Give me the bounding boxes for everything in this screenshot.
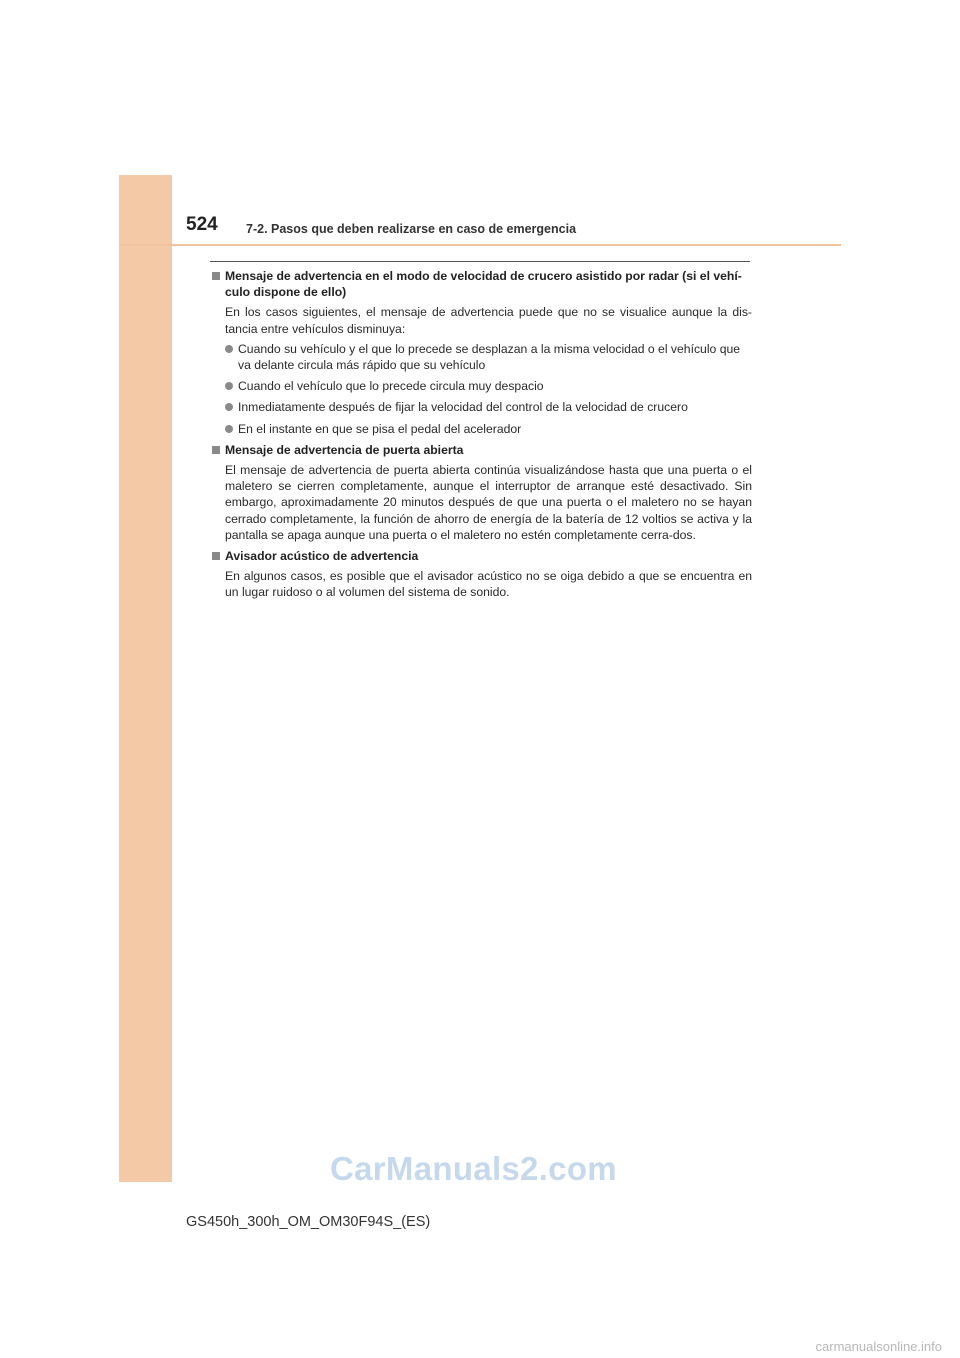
section-heading: [212, 268, 752, 300]
square-bullet-icon: [212, 272, 220, 280]
page-number: 524: [186, 214, 218, 235]
round-bullet-icon: [225, 345, 233, 353]
page-header: [186, 214, 840, 244]
section-heading-text: Avisador acústico de advertencia: [225, 549, 419, 564]
round-bullet-icon: [225, 403, 233, 411]
side-color-band: [119, 175, 172, 1182]
list-item: Cuando el vehículo que lo precede circula muy despacio: [225, 378, 752, 394]
section-body: En algunos casos, es posible que el avisador acústico no se oiga debido a que se encuentra en un lugar ruidoso o al volumen del sistema de sonido.: [225, 569, 752, 600]
round-bullet-icon: [225, 425, 233, 433]
section-heading-text: Mensaje de advertencia de puerta abierta: [225, 442, 464, 457]
square-bullet-icon: [212, 446, 220, 454]
section-heading-text: Mensaje de advertencia en el modo de velocidad de crucero asistido por radar (si el vehí-culo dispone de ello): [225, 269, 742, 300]
section-body: En los casos siguientes, el mensaje de advertencia puede que no se visualice aunque la dis-tancia entre vehículos disminuya:: [225, 305, 752, 336]
list-item: Inmediatamente después de fijar la velocidad del control de la velocidad de crucero: [225, 399, 752, 415]
bullet-list: [225, 341, 752, 437]
section-title: 7-2. Pasos que deben realizarse en caso de emergencia: [246, 222, 577, 236]
list-item: Cuando su vehículo y el que lo precede se desplazan a la misma velocidad o el vehículo que va delante circula más rápido que su vehículo: [225, 341, 752, 373]
page-content: [212, 268, 752, 606]
header-rule: [119, 244, 841, 246]
section-radar-cruise-warning: [212, 268, 752, 437]
footer-document-code: GS450h_300h_OM_OM30F94S_(ES): [186, 1214, 431, 1230]
watermark-logo: CarManuals2.com: [330, 1150, 617, 1187]
list-item: En el instante en que se pisa el pedal del acelerador: [225, 421, 752, 437]
corner-watermark: carmanualsonline.info: [815, 1339, 942, 1354]
round-bullet-icon: [225, 382, 233, 390]
section-body: El mensaje de advertencia de puerta abierta continúa visualizándose hasta que una puerta o el maletero se cierren completamente, aunque el interruptor de arranque esté desactivado. Sin embargo, aproximadamente 20 minutos después de que una puerta o el maletero no se hayan cerrado completamente, la función de ahorro de energía de la batería de 12 voltios se activa y la pantalla se apaga aunque una puerta o el maletero no estén completamente cerra-dos.: [225, 463, 752, 542]
section-buzzer-warning: [212, 548, 752, 601]
square-bullet-icon: [212, 552, 220, 560]
content-top-rule: [210, 261, 750, 262]
section-open-door-warning: [212, 442, 752, 543]
section-heading: [212, 442, 752, 458]
section-heading: [212, 548, 752, 564]
